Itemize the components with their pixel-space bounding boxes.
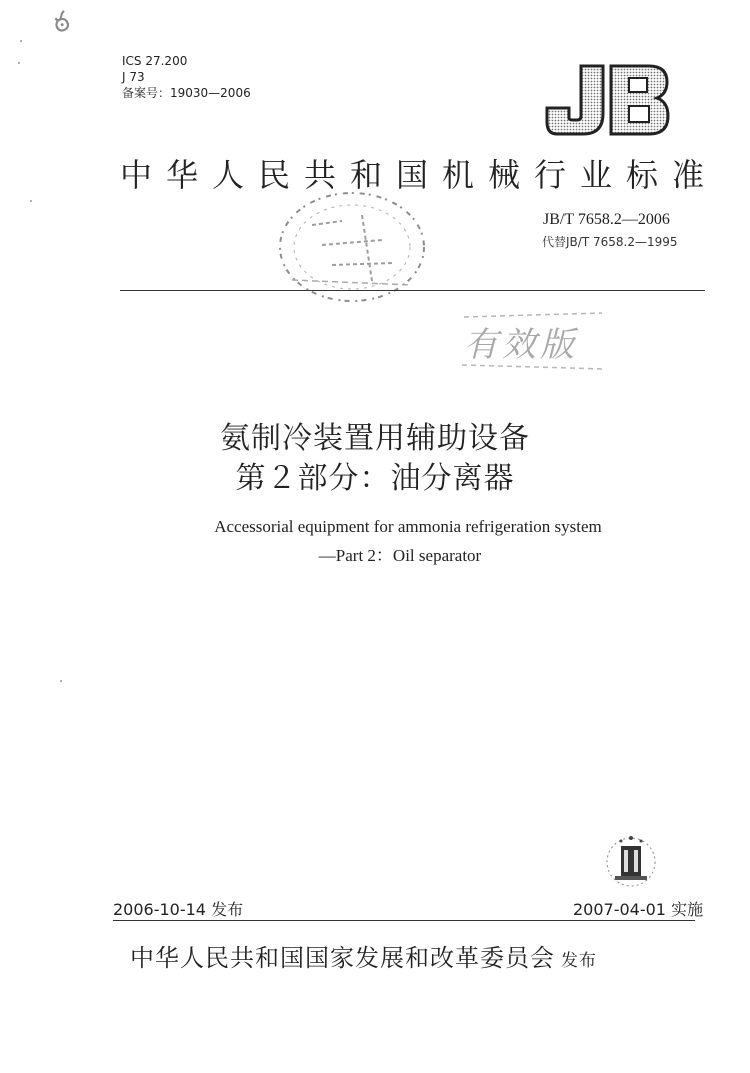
scan-speck [60,680,62,682]
government-emblem-icon [605,830,657,890]
handwritten-mark: ఠ [48,6,75,41]
filing-number: 备案号：19030—2006 [122,86,251,100]
validity-stamp [458,305,608,375]
standard-number: JB/T 7658.2—2006 [543,211,670,228]
standard-category-title: 中华人民共和国机械行业标准 [120,156,719,194]
issuer-name: 中华人民共和国国家发展和改革委员会 [130,944,555,972]
scan-speck [20,40,22,42]
chinese-title-line1: 氨制冷装置用辅助设备 [220,421,530,456]
english-title-line1: Accessorial equipment for ammonia refrigeration system [214,517,602,536]
scan-speck [18,62,20,64]
replaces-standard: 代替JB/T 7658.2—1995 [542,235,678,249]
class-code: J 73 [122,70,145,84]
issuing-authority [130,938,597,973]
issue-date: 2006-10-14 发布 [113,900,244,919]
classification-block [122,53,251,101]
implementation-date: 2007-04-01 实施 [573,900,704,919]
footer-divider [113,920,695,921]
issuer-suffix: 发布 [561,951,597,971]
seal-stamp [272,185,432,315]
validity-stamp-text: 有效版 [464,325,578,365]
scan-speck [30,200,32,202]
header-divider [120,290,705,291]
english-title-line2: —Part 2：Oil separator [318,546,482,565]
ics-code: ICS 27.200 [122,54,188,68]
chinese-title-line2: 第２部分：油分离器 [235,461,515,496]
jb-logo [545,62,670,138]
